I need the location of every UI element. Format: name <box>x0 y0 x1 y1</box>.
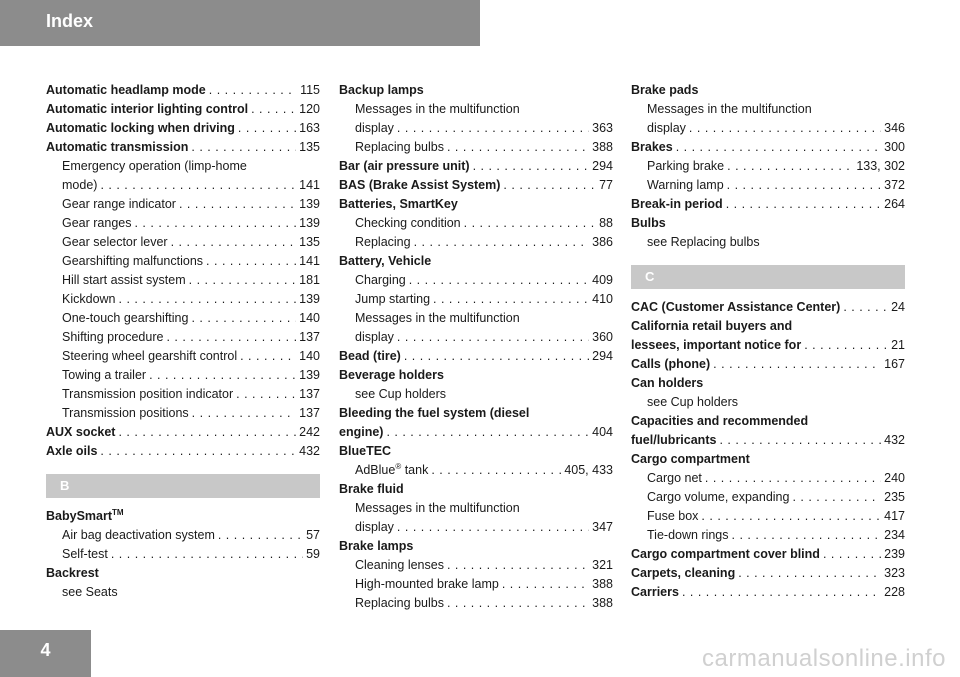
index-subentry: Transmission position indicator . . . 137 <box>46 385 320 404</box>
index-entry: Bulbs <box>631 216 666 230</box>
index-entry: Automatic locking when driving . . . 163 <box>46 119 320 138</box>
index-entry: Brakes . . . 300 <box>631 138 905 157</box>
index-subentry: Jump starting . . . 410 <box>339 290 613 309</box>
index-subentry: Shifting procedure . . . 137 <box>46 328 320 347</box>
index-subentry: display . . . 363 <box>339 119 613 138</box>
index-entry: Carpets, cleaning . . . 323 <box>631 564 905 583</box>
index-entry: Cargo compartment cover blind . . . 239 <box>631 545 905 564</box>
index-column-1 <box>46 81 320 602</box>
watermark: carmanualsonline.info <box>702 645 946 672</box>
index-entry: California retail buyers and <box>631 319 793 333</box>
index-subentry: Cleaning lenses . . . 321 <box>339 556 613 575</box>
index-subentry: Cargo volume, expanding . . . 235 <box>631 488 905 507</box>
index-entry: BlueTEC <box>339 444 392 458</box>
index-entry: Bleeding the fuel system (diesel <box>339 406 530 420</box>
header-bar <box>0 0 480 46</box>
index-entry: Backup lamps <box>339 83 424 97</box>
index-entry: Automatic headlamp mode . . . 115 <box>46 81 320 100</box>
index-entry: Brake fluid <box>339 482 404 496</box>
index-entry: fuel/lubricants . . . 432 <box>631 431 905 450</box>
index-entry: CAC (Customer Assistance Center) . . . 24 <box>631 298 905 317</box>
index-subentry: mode) . . . 141 <box>46 176 320 195</box>
index-entry: Axle oils . . . 432 <box>46 442 320 461</box>
index-subentry: display . . . 347 <box>339 518 613 537</box>
section-header-c: C <box>631 265 905 289</box>
index-subentry: Warning lamp . . . 372 <box>631 176 905 195</box>
index-entry: Battery, Vehicle <box>339 254 432 268</box>
index-subentry: Air bag deactivation system . . . 57 <box>46 526 320 545</box>
index-subentry: see Replacing bulbs <box>647 235 760 249</box>
index-subentry: Towing a trailer . . . 139 <box>46 366 320 385</box>
index-subentry: Tie-down rings . . . 234 <box>631 526 905 545</box>
index-entry: engine) . . . 404 <box>339 423 613 442</box>
index-subentry: Hill start assist system . . . 181 <box>46 271 320 290</box>
index-subentry: Gear range indicator . . . 139 <box>46 195 320 214</box>
index-entry: BabySmart™ <box>46 507 124 523</box>
index-subentry: Kickdown . . . 139 <box>46 290 320 309</box>
index-subentry: High-mounted brake lamp . . . 388 <box>339 575 613 594</box>
index-subentry: Steering wheel gearshift control . . . 140 <box>46 347 320 366</box>
index-entry: Batteries, SmartKey <box>339 197 458 211</box>
index-subentry: Replacing bulbs . . . 388 <box>339 138 613 157</box>
index-subentry: Replacing bulbs . . . 388 <box>339 594 613 613</box>
index-entry: Beverage holders <box>339 368 444 382</box>
index-subentry: Messages in the multifunction <box>355 102 520 116</box>
index-subentry: Charging . . . 409 <box>339 271 613 290</box>
index-column-3 <box>631 81 905 602</box>
index-subentry: Emergency operation (limp-home <box>62 159 247 173</box>
index-entry: Backrest <box>46 566 99 580</box>
index-subentry: Gear ranges . . . 139 <box>46 214 320 233</box>
index-subentry: Messages in the multifunction <box>647 102 812 116</box>
page-number: 4 <box>40 640 51 660</box>
index-subentry: Messages in the multifunction <box>355 311 520 325</box>
index-subentry: display . . . 346 <box>631 119 905 138</box>
index-entry: Brake pads <box>631 83 699 97</box>
index-entry: Bar (air pressure unit) . . . 294 <box>339 157 613 176</box>
index-entry: Capacities and recommended <box>631 414 809 428</box>
index-entry: Brake lamps <box>339 539 414 553</box>
index-subentry: see Cup holders <box>647 395 739 409</box>
index-subentry: Cargo net . . . 240 <box>631 469 905 488</box>
index-entry: AUX socket . . . 242 <box>46 423 320 442</box>
index-entry: Carriers . . . 228 <box>631 583 905 602</box>
section-header-b: B <box>46 474 320 498</box>
index-entry: Automatic interior lighting control . . . 120 <box>46 100 320 119</box>
page-title: Index <box>46 11 94 31</box>
index-subentry: Parking brake . . . 133, 302 <box>631 157 905 176</box>
index-entry: Calls (phone) . . . 167 <box>631 355 905 374</box>
index-entry: Break-in period . . . 264 <box>631 195 905 214</box>
index-subentry: Transmission positions . . . 137 <box>46 404 320 423</box>
index-entry: Can holders <box>631 376 704 390</box>
index-subentry: Messages in the multifunction <box>355 501 520 515</box>
index-subentry: One-touch gearshifting . . . 140 <box>46 309 320 328</box>
index-subentry: Checking condition . . . 88 <box>339 214 613 233</box>
index-subentry: display . . . 360 <box>339 328 613 347</box>
index-column-2 <box>339 81 613 613</box>
index-entry: Bead (tire) . . . 294 <box>339 347 613 366</box>
index-entry: lessees, important notice for . . . 21 <box>631 336 905 355</box>
index-entry: Cargo compartment <box>631 452 750 466</box>
index-subentry: Gear selector lever . . . 135 <box>46 233 320 252</box>
index-entry: BAS (Brake Assist System) . . . 77 <box>339 176 613 195</box>
index-subentry: Replacing . . . 386 <box>339 233 613 252</box>
index-subentry: AdBlue® tank . . . 405, 433 <box>339 461 613 480</box>
index-subentry: Self-test . . . 59 <box>46 545 320 564</box>
index-subentry: Fuse box . . . 417 <box>631 507 905 526</box>
index-entry: Automatic transmission . . . 135 <box>46 138 320 157</box>
index-subentry: see Cup holders <box>355 387 447 401</box>
index-subentry: Gearshifting malfunctions . . . 141 <box>46 252 320 271</box>
index-subentry: see Seats <box>62 585 118 599</box>
page-number-tab <box>0 630 91 677</box>
